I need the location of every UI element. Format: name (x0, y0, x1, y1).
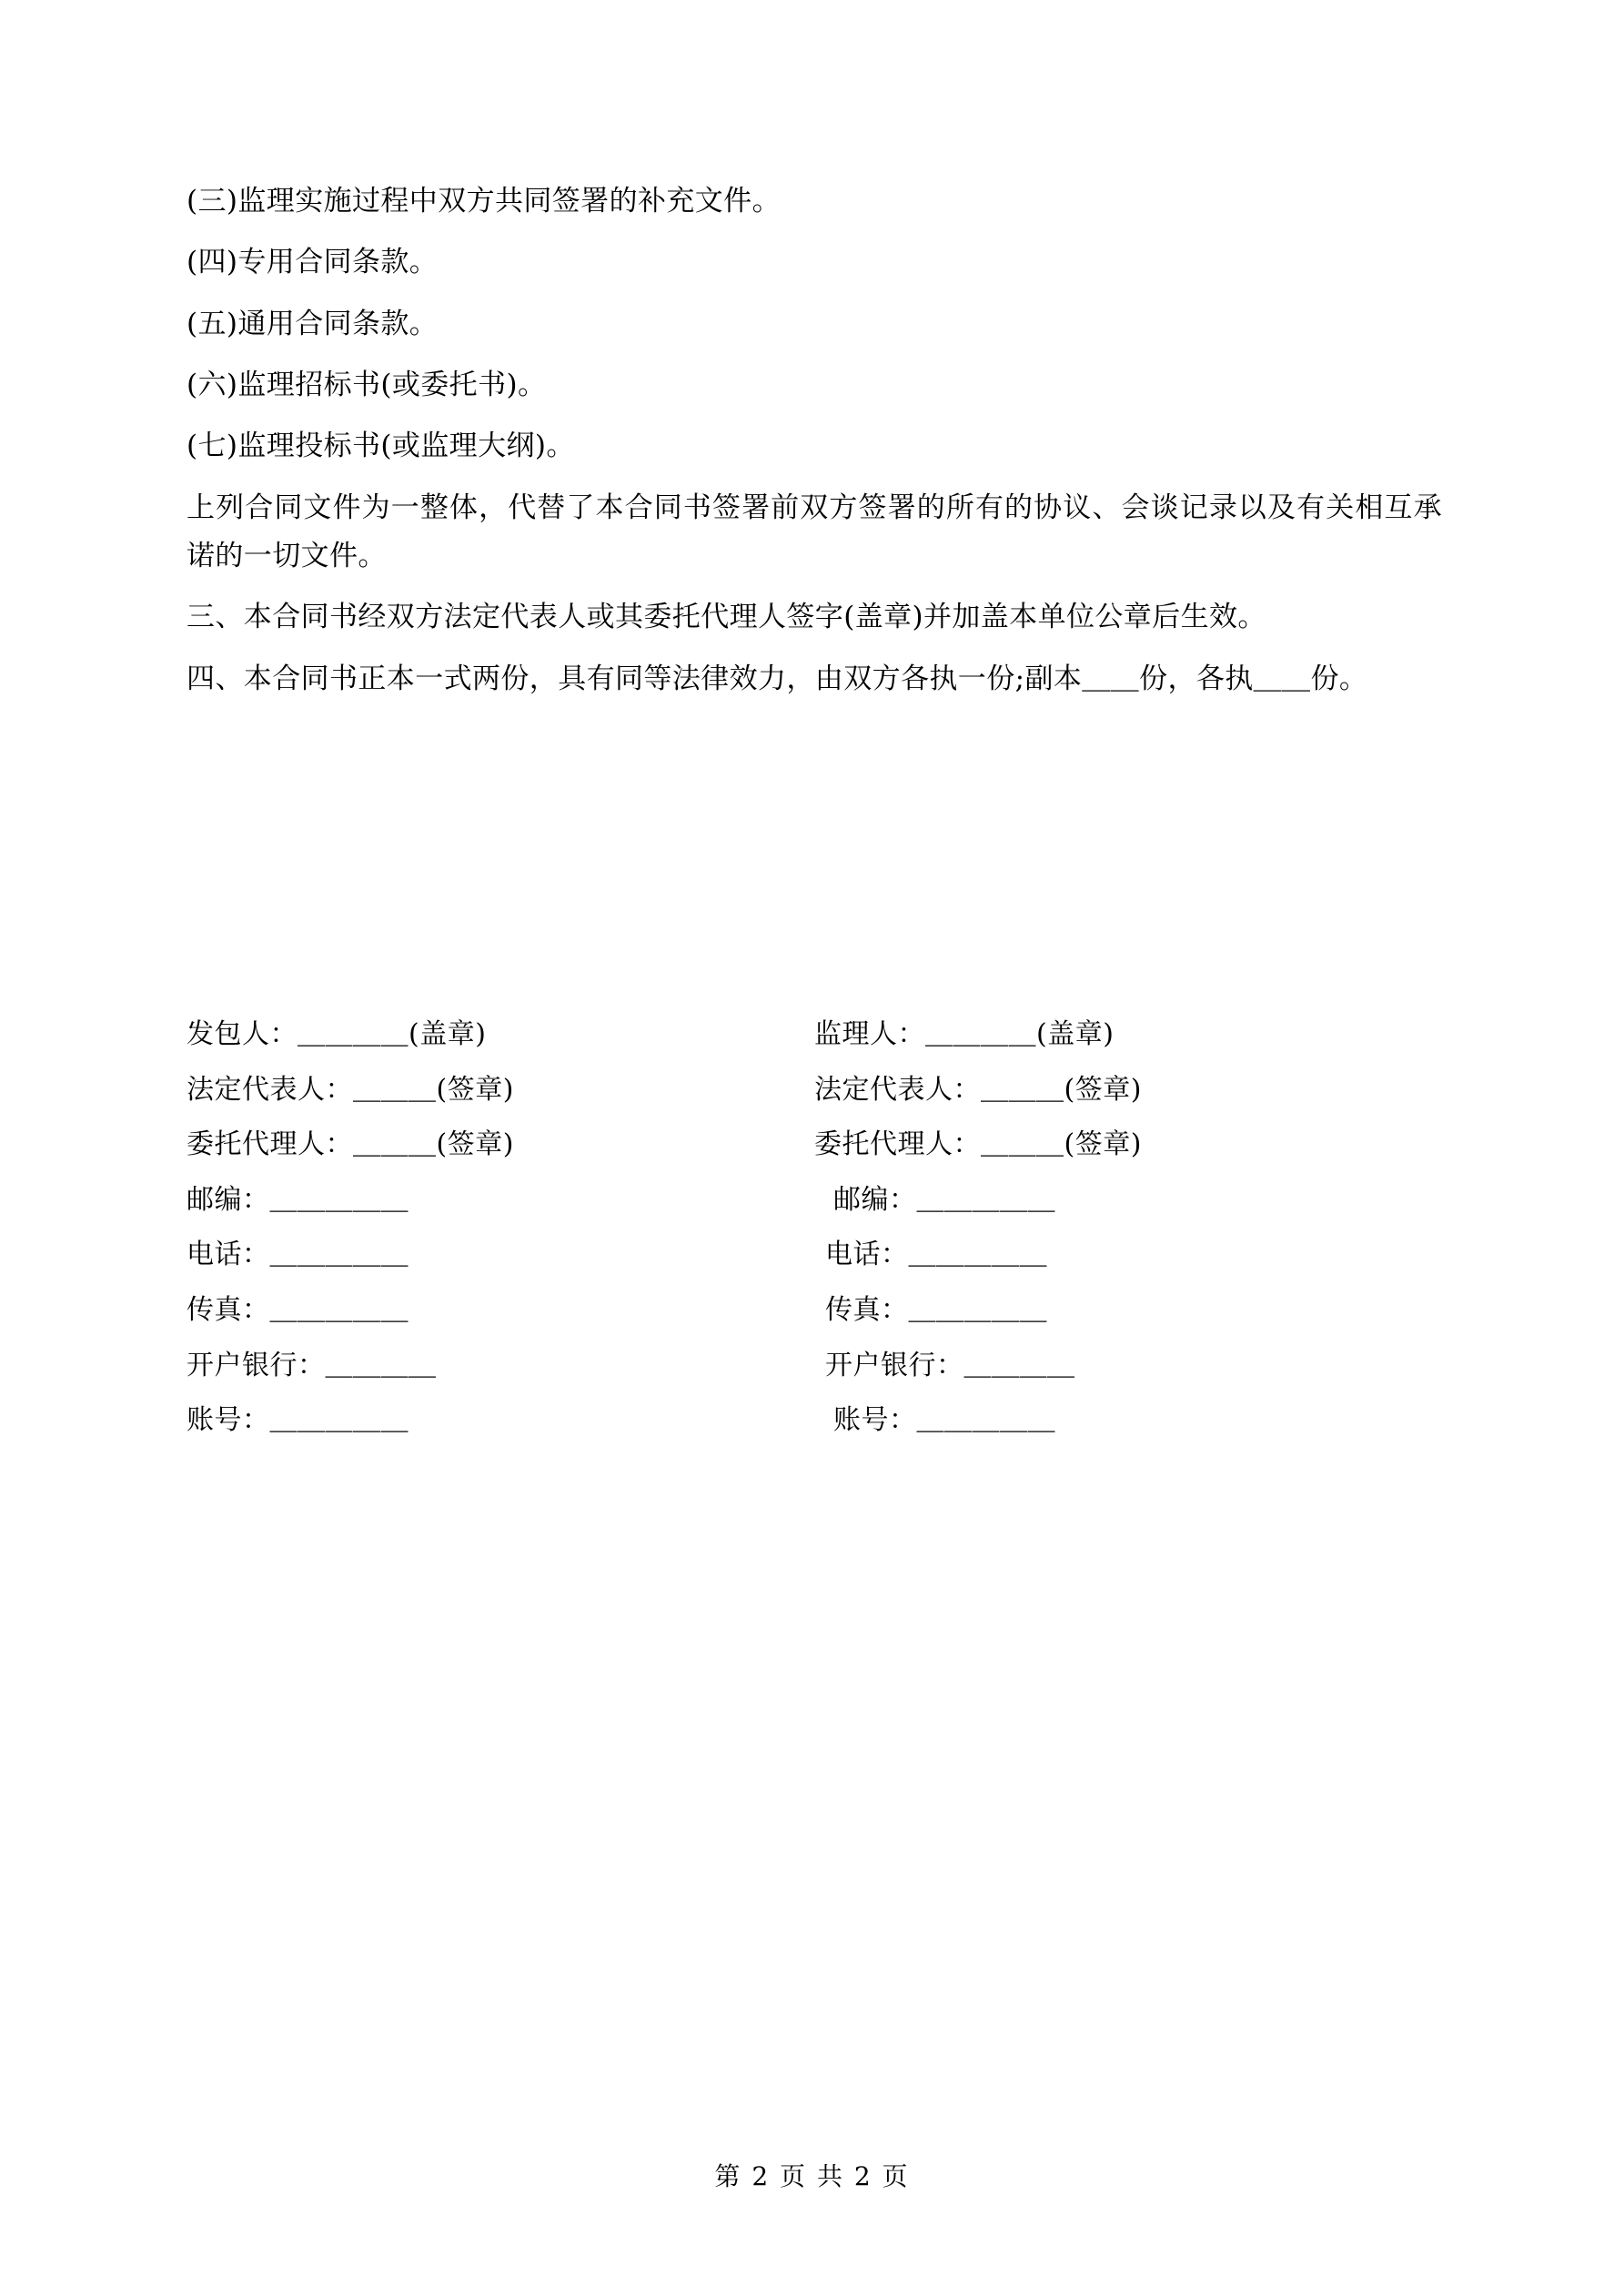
supervisor-fax-line: 传真：＿＿＿＿＿ (825, 1293, 1047, 1326)
supervisor-postcode-line: 邮编：＿＿＿＿＿ (833, 1183, 1055, 1216)
clause-item: (七)监理投标书(或监理大纲)。 (187, 430, 575, 463)
signature-row (187, 1013, 1442, 1057)
signature-block (187, 1013, 1442, 1454)
clause-item: (五)通用合同条款。 (187, 307, 439, 340)
signature-row (187, 1399, 1442, 1443)
paragraph-copies: 四、本合同书正本一式两份，具有同等法律效力，由双方各执一份;副本＿＿份，各执＿＿份。 (187, 662, 1368, 695)
signature-row (187, 1123, 1442, 1168)
supervisor-phone-line: 电话：＿＿＿＿＿ (825, 1239, 1047, 1271)
employer-postcode-line: 邮编：＿＿＿＿＿ (187, 1183, 409, 1216)
clause-item: (四)专用合同条款。 (187, 246, 439, 279)
supervisor-agent-line: 委托代理人：＿＿＿(签章) (814, 1128, 1142, 1161)
signature-row (187, 1068, 1442, 1113)
signature-row (187, 1289, 1442, 1333)
supervisor-seal-line: 监理人：＿＿＿＿(盖章) (814, 1018, 1115, 1050)
supervisor-account-line: 账号：＿＿＿＿＿ (833, 1404, 1055, 1437)
employer-fax-line: 传真：＿＿＿＿＿ (187, 1293, 409, 1326)
signature-row (187, 1233, 1442, 1278)
document-body (187, 177, 1442, 716)
paragraph-integrity: 上列合同文件为一整体，代替了本合同书签署前双方签署的所有的协议、会谈记录以及有关相互承诺的一切文件。 (187, 491, 1442, 572)
clause-item: (三)监理实施过程中双方共同签署的补充文件。 (187, 185, 781, 217)
employer-bank-line: 开户银行：＿＿＿＿ (187, 1349, 437, 1381)
employer-phone-line: 电话：＿＿＿＿＿ (187, 1239, 409, 1271)
signature-row (187, 1178, 1442, 1223)
supervisor-bank-line: 开户银行：＿＿＿＿ (825, 1349, 1075, 1381)
employer-account-line: 账号：＿＿＿＿＿ (187, 1404, 409, 1437)
employer-legal-rep-line: 法定代表人：＿＿＿(签章) (187, 1073, 514, 1106)
employer-agent-line: 委托代理人：＿＿＿(签章) (187, 1128, 514, 1161)
employer-seal-line: 发包人：＿＿＿＿(盖章) (187, 1018, 487, 1050)
page-footer: 第 2 页 共 2 页 (714, 2161, 910, 2191)
clause-item: (六)监理招标书(或委托书)。 (187, 368, 547, 401)
supervisor-legal-rep-line: 法定代表人：＿＿＿(签章) (814, 1073, 1142, 1106)
paragraph-effectiveness: 三、本合同书经双方法定代表人或其委托代理人签字(盖章)并加盖本单位公章后生效。 (187, 601, 1266, 634)
signature-row (187, 1344, 1442, 1389)
